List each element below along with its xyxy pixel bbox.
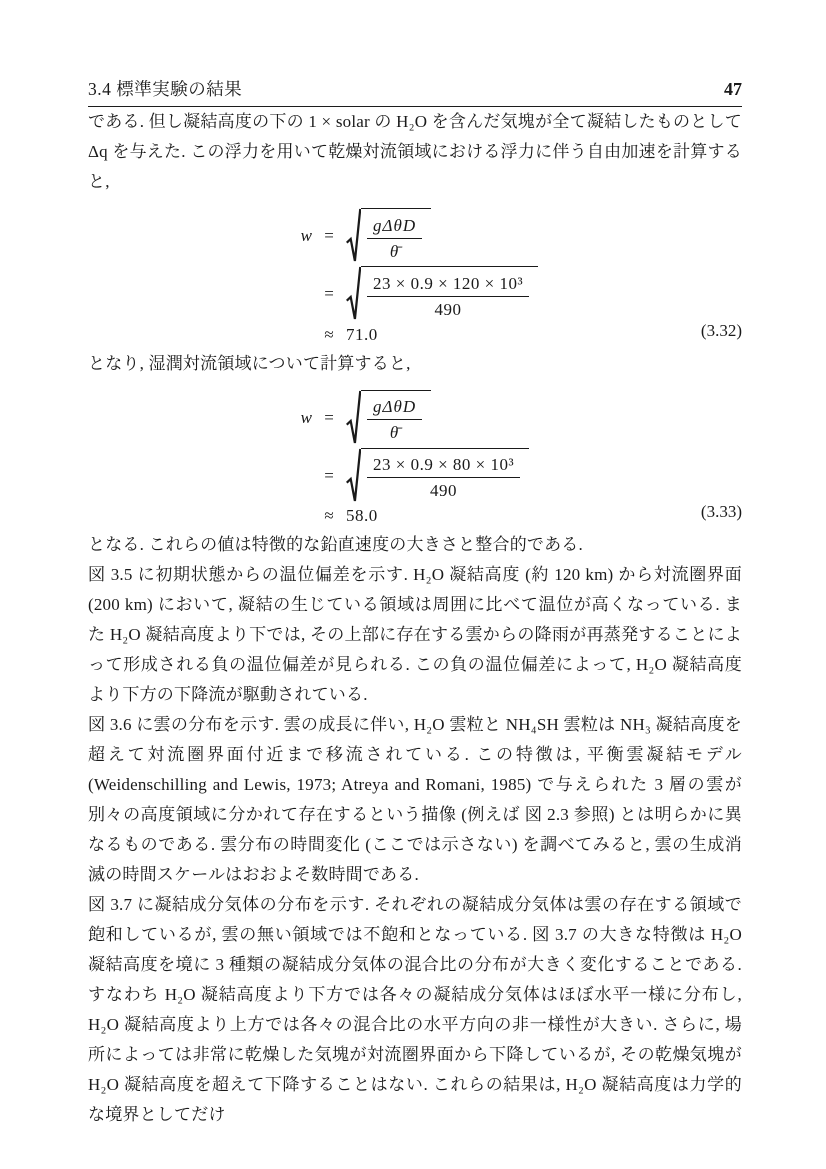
equals-sign: = <box>324 407 334 427</box>
radicand <box>361 390 431 446</box>
equation-result: 58.0 <box>346 506 378 525</box>
equation-row <box>296 208 742 264</box>
fraction <box>367 454 520 501</box>
equals-sign: = <box>324 465 334 485</box>
equation-row <box>296 448 742 504</box>
paragraph-fig3-6-cloud-distribution: 図 3.6 に雲の分布を示す. 雲の成長に伴い, H₂O 雲粒と NH₄SH 雲粒は NH₃ 凝結高度を超えて対流圏界面付近まで移流されている. この特徴は, 平衡雲凝結モデル (Weidenschilling and Lewis, 1973; Atreya and Romani, 1985) で与えられた 3 層の雲が別々の高度領域に分かれて存在するという描像 (例えば 図 2.3 参照) とは明らかに異なるものである. 雲分布の時間変化 (ここでは示さない) を調べてみると, 雲の生成消滅の時間スケールはおおよそ数時間である. <box>88 715 742 884</box>
radical-icon <box>346 448 361 504</box>
square-root <box>346 390 431 446</box>
fraction-numerator: gΔθD <box>367 396 422 420</box>
fraction-denominator: 490 <box>434 299 462 319</box>
fraction-denominator: 490 <box>430 481 458 501</box>
fraction-numerator: 23 × 0.9 × 120 × 10³ <box>367 273 529 297</box>
equation-row <box>296 266 742 322</box>
square-root <box>346 208 431 264</box>
approx-sign: ≈ <box>324 324 334 344</box>
equation-number: (3.33) <box>700 502 742 521</box>
running-header <box>88 76 742 107</box>
paragraph-vertical-velocity-consistency: となる. これらの値は特徴的な鉛直速度の大きさと整合的である. <box>88 535 583 554</box>
radicand <box>361 208 431 264</box>
equals-sign: = <box>324 226 334 246</box>
paragraph-moist-convection-lead: となり, 湿潤対流領域について計算すると, <box>88 353 411 373</box>
fraction <box>367 396 422 443</box>
eq-lhs-w: w <box>300 226 312 246</box>
paragraph-fig3-7-condensable-gases: 図 3.7 に凝結成分気体の分布を示す. それぞれの凝結成分気体は雲の存在する領域で飽和しているが, 雲の無い領域では不飽和となっている. 図 3.7 の大きな特徴は H₂O 凝結高度を境に 3 種類の凝結成分気体の混合比の分布が大きく変化することである. すなわち H₂O 凝結高度より下方では各々の凝結成分気体はほぼ水平一様に分布し, H₂O 凝結高度より上方では各々の混合比の水平方向の非一様性が大きい. さらに, 場所によっては非常に乾燥した気塊が対流圏界面から下降しているが, その乾燥気塊が H₂O 凝結高度を超えて下降することはない. これらの結果は, H₂O 凝結高度は力学的な境界としてだけ <box>88 895 742 1124</box>
radical-icon <box>346 390 361 446</box>
fraction-numerator: gΔθD <box>367 215 422 239</box>
equals-sign: = <box>324 284 334 304</box>
equation-3-33 <box>88 390 742 527</box>
radical-icon <box>346 266 361 322</box>
square-root <box>346 266 538 322</box>
page-number: 47 <box>724 79 742 99</box>
square-root <box>346 448 529 504</box>
equation-row <box>296 390 742 446</box>
fraction-denominator: θ̄ <box>389 423 400 443</box>
equation-row <box>296 325 742 345</box>
paragraph-buoyancy-setup: である. 但し凝結高度の下の 1 × solar の H₂O を含んだ気塊が全て凝結したものとして Δq を与えた. この浮力を用いて乾燥対流領域における浮力に伴う自由加速を計算すると, <box>88 112 742 191</box>
approx-sign: ≈ <box>324 506 334 525</box>
radicand <box>361 448 529 504</box>
radicand <box>361 266 538 322</box>
paragraph-fig3-5-potential-temperature: 図 3.5 に初期状態からの温位偏差を示す. H₂O 凝結高度 (約 120 km) から対流圏界面 (200 km) において, 凝結の生じている領域は周囲に比べて温位が高くなっている. また H₂O 凝結高度より下では, その上部に存在する雲からの降雨が再蒸発することによって形成される負の温位偏差が見られる. この負の温位偏差によって, H₂O 凝結高度より下方の下降流が駆動されている. <box>88 565 742 704</box>
section-heading: 3.4 標準実験の結果 <box>88 79 243 99</box>
radical-icon <box>346 208 361 264</box>
equation-lines <box>296 390 742 527</box>
equation-3-32 <box>88 208 742 345</box>
fraction <box>367 215 422 262</box>
fraction-denominator: θ̄ <box>389 241 400 261</box>
fraction <box>367 273 529 320</box>
equation-result: 71.0 <box>346 324 378 344</box>
eq-lhs-w: w <box>300 407 312 427</box>
equation-lines <box>296 208 742 345</box>
equation-row <box>296 506 742 526</box>
equation-number: (3.32) <box>700 320 742 340</box>
fraction-numerator: 23 × 0.9 × 80 × 10³ <box>367 454 520 478</box>
